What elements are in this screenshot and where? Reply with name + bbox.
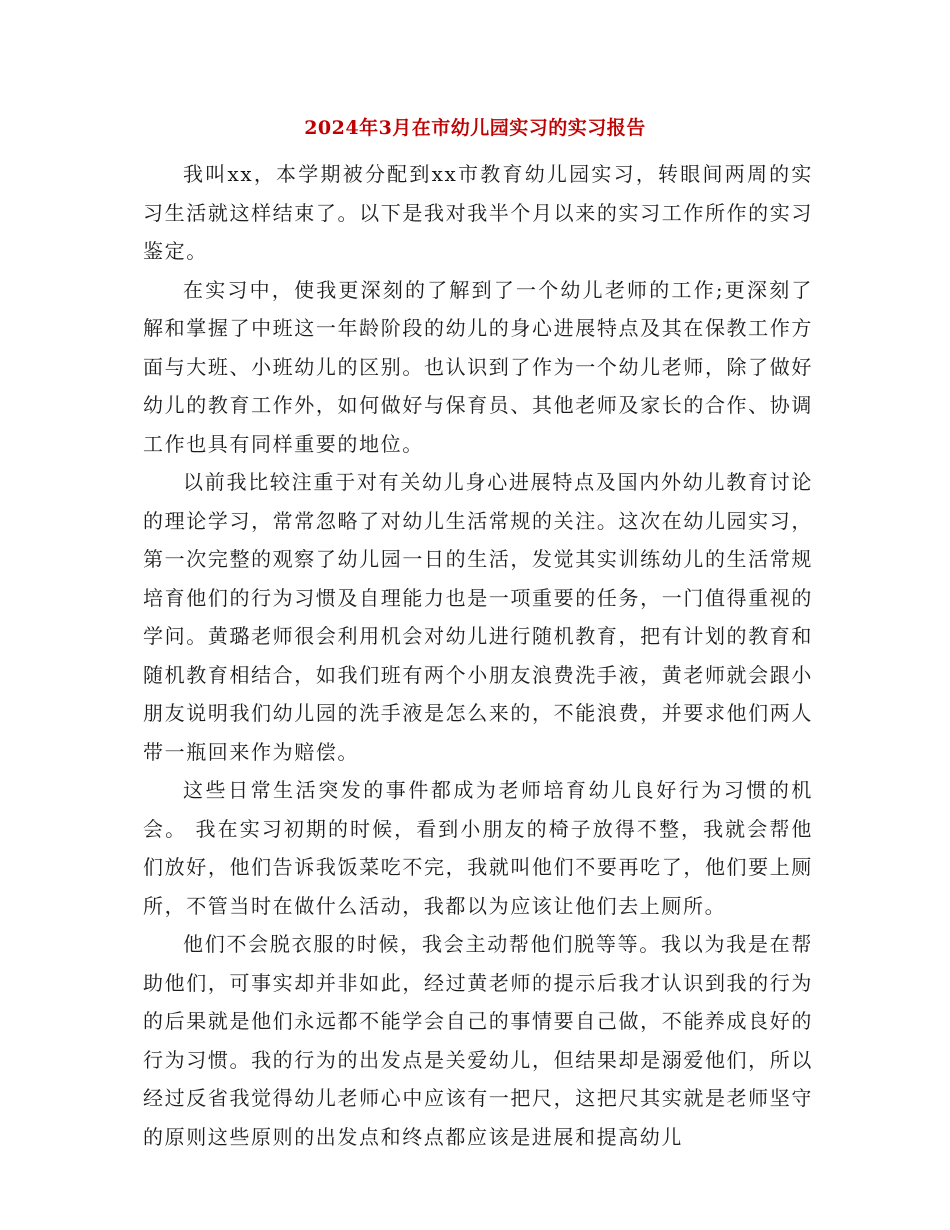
paragraph-2: 在实习中，使我更深刻的了解到了一个幼儿老师的工作;更深刻了解和掌握了中班这一年龄阶段的幼儿的身心进展特点及其在保教工作方面与大班、小班幼儿的区别。也认识到了作为一个幼儿老师，除了做好幼儿的教育工作外，如何做好与保育员、其他老师及家长的合作、协调工作也具有同样重要的地位。 [143,277,813,456]
paragraph-1: 我叫xx，本学期被分配到xx市教育幼儿园实习，转眼间两周的实习生活就这样结束了。以下是我对我半个月以来的实习工作所作的实习鉴定。 [143,162,813,263]
document-title: 2024年3月在市幼儿园实习的实习报告 [304,117,646,139]
paragraph-5: 他们不会脱衣服的时候，我会主动帮他们脱等等。我以为我是在帮助他们，可事实却并非如此，经过黄老师的提示后我才认识到我的行为的后果就是他们永远都不能学会自己的事情要自己做，不能养成良好的行为习惯。我的行为的出发点是关爱幼儿，但结果却是溺爱他们，所以经过反省我觉得幼儿老师心中应该有一把尺，这把尺其实就是老师坚守的原则这些原则的出发点和终点都应该是进展和提高幼儿 [143,932,813,1149]
document-body [143,155,813,1156]
paragraph-4: 这些日常生活突发的事件都成为老师培育幼儿良好行为习惯的机会。 我在实习初期的时候，看到小朋友的椅子放得不整，我就会帮他们放好，他们告诉我饭菜吃不完，我就叫他们不要再吃了，他们要上厕所，不管当时在做什么活动，我都以为应该让他们去上厕所。 [143,778,813,918]
paragraph-3: 以前我比较注重于对有关幼儿身心进展特点及国内外幼儿教育讨论的理论学习，常常忽略了对幼儿生活常规的关注。这次在幼儿园实习，第一次完整的观察了幼儿园一日的生活，发觉其实训练幼儿的生活常规培育他们的行为习惯及自理能力也是一项重要的任务，一门值得重视的学问。黄璐老师很会利用机会对幼儿进行随机教育，把有计划的教育和随机教育相结合，如我们班有两个小朋友浪费洗手液，黄老师就会跟小朋友说明我们幼儿园的洗手液是怎么来的，不能浪费，并要求他们两人带一瓶回来作为赔偿。 [143,470,813,764]
